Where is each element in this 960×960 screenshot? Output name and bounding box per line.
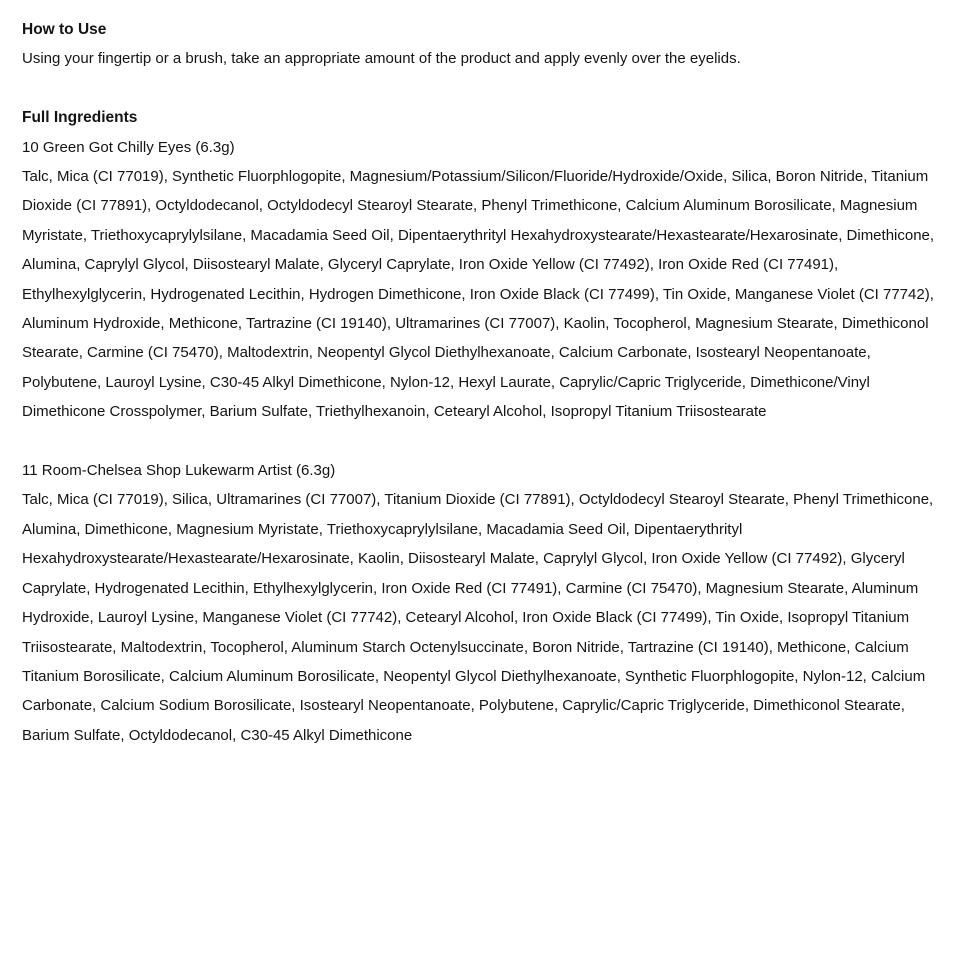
- product-name: 11 Room-Chelsea Shop Lukewarm Artist (6.3g): [22, 462, 336, 480]
- product-ingredients-block: [22, 456, 938, 750]
- section-gap: [22, 74, 938, 103]
- product-ingredients-text: Talc, Mica (CI 77019), Synthetic Fluorphlogopite, Magnesium/Potassium/Silicon/Fluoride/Hydroxide/Oxide, Silica, Boron Nitride, Titanium Dioxide (CI 77891), Octyldodecanol, Octyldodecyl Stearoyl Stearate, Phenyl Trimethicone, Calcium Aluminum Borosilicate, Magnesium Myristate, Triethoxycaprylylsilane, Macadamia Seed Oil, Dipentaerythrityl Hexahydroxystearate/Hexastearate/Hexarosinate, Dimethicone, Alumina, Caprylyl Glycol, Diisostearyl Malate, Glyceryl Caprylate, Iron Oxide Yellow (CI 77492), Iron Oxide Red (CI 77491), Ethylhexylglycerin, Hydrogenated Lecithin, Hydrogen Dimethicone, Iron Oxide Black (CI 77499), Tin Oxide, Manganese Violet (CI 77742), Aluminum Hydroxide, Methicone, Tartrazine (CI 19140), Ultramarines (CI 77007), Kaolin, Tocopherol, Magnesium Stearate, Dimethiconol Stearate, Carmine (CI 75470), Maltodextrin, Neopentyl Glycol Diethylhexanoate, Calcium Carbonate, Isostearyl Neopentanoate, Polybutene, Lauroyl Lysine, C30-45 Alkyl Dimethicone, Nylon-12, Hexyl Laurate, Caprylic/Capric Triglyceride, Dimethicone/Vinyl Dimethicone Crosspolymer, Barium Sulfate, Triethylhexanoin, Cetearyl Alcohol, Isopropyl Titanium Triisostearate: [22, 168, 935, 421]
- how-to-use-heading: How to Use: [22, 21, 107, 38]
- full-ingredients-section: [22, 103, 938, 750]
- product-gap: [22, 427, 938, 456]
- how-to-use-text: Using your fingertip or a brush, take an appropriate amount of the product and apply evenly over the eyelids.: [22, 50, 741, 68]
- product-ingredients-text: Talc, Mica (CI 77019), Silica, Ultramarines (CI 77007), Titanium Dioxide (CI 77891), Octyldodecyl Stearoyl Stearate, Phenyl Trimethicone, Alumina, Dimethicone, Magnesium Myristate, Triethoxycaprylylsilane, Macadamia Seed Oil, Dipentaerythrityl Hexahydroxystearate/Hexastearate/Hexarosinate, Kaolin, Diisostearyl Malate, Caprylyl Glycol, Iron Oxide Yellow (CI 77492), Glyceryl Caprylate, Hydrogenated Lecithin, Ethylhexylglycerin, Iron Oxide Red (CI 77491), Carmine (CI 75470), Magnesium Stearate, Aluminum Hydroxide, Lauroyl Lysine, Manganese Violet (CI 77742), Cetearyl Alcohol, Iron Oxide Black (CI 77499), Tin Oxide, Isopropyl Titanium Triisostearate, Maltodextrin, Tocopherol, Aluminum Starch Octenylsuccinate, Boron Nitride, Tartrazine (CI 19140), Methicone, Calcium Titanium Borosilicate, Calcium Aluminum Borosilicate, Neopentyl Glycol Diethylhexanoate, Synthetic Fluorphlogopite, Nylon-12, Calcium Carbonate, Calcium Sodium Borosilicate, Isostearyl Neopentanoate, Polybutene, Caprylic/Capric Triglyceride, Dimethiconol Stearate, Barium Sulfate, Octyldodecanol, C30-45 Alkyl Dimethicone: [22, 491, 934, 744]
- full-ingredients-heading: Full Ingredients: [22, 109, 138, 127]
- how-to-use-section: [22, 15, 938, 74]
- product-name: 10 Green Got Chilly Eyes (6.3g): [22, 138, 235, 156]
- product-ingredients-block: [22, 133, 938, 427]
